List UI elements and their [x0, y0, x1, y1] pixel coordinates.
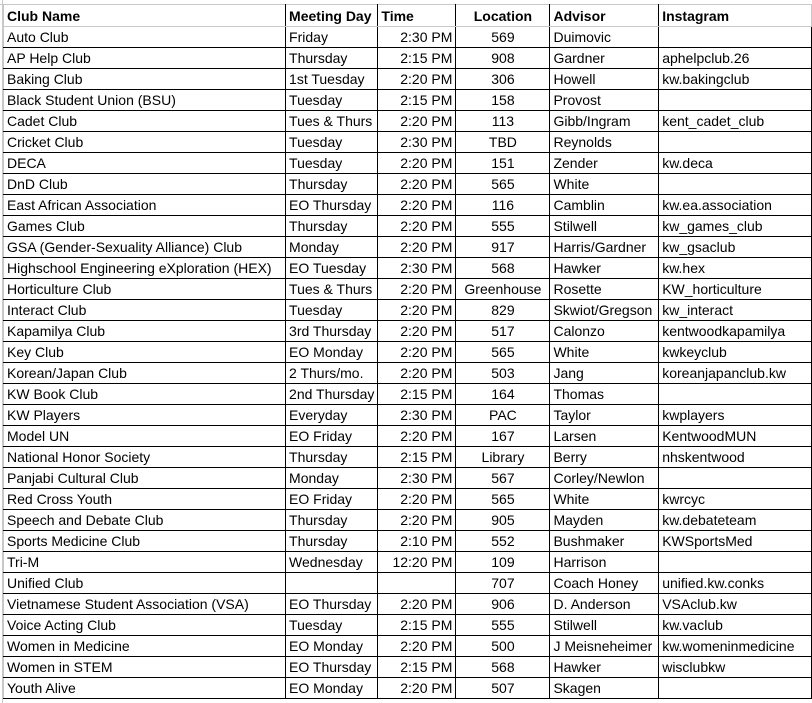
- cell-meeting-day[interactable]: Wednesday: [286, 552, 378, 573]
- cell-meeting-day[interactable]: Thursday: [286, 174, 378, 195]
- cell-instagram[interactable]: kw.debateteam: [659, 510, 812, 531]
- cell-location[interactable]: 151: [456, 153, 550, 174]
- cell-meeting-day[interactable]: Tuesday: [286, 132, 378, 153]
- cell-advisor[interactable]: Harrison: [550, 552, 659, 573]
- cell-meeting-day[interactable]: EO Friday: [286, 426, 378, 447]
- cell-time[interactable]: 2:20 PM: [378, 153, 456, 174]
- cell-instagram[interactable]: kw.hex: [659, 258, 812, 279]
- cell-club-name[interactable]: Speech and Debate Club: [4, 510, 286, 531]
- cell-meeting-day[interactable]: EO Friday: [286, 489, 378, 510]
- cell-time[interactable]: 2:15 PM: [378, 384, 456, 405]
- cell-time[interactable]: 2:20 PM: [378, 426, 456, 447]
- cell-location[interactable]: 552: [456, 531, 550, 552]
- table-row: [4, 132, 812, 153]
- cell-instagram[interactable]: [659, 678, 812, 699]
- cell-location[interactable]: 306: [456, 69, 550, 90]
- table-row: [4, 321, 812, 342]
- cell-club-name[interactable]: Tri-M: [4, 552, 286, 573]
- cell-time[interactable]: 2:20 PM: [378, 636, 456, 657]
- cell-time[interactable]: 2:20 PM: [378, 321, 456, 342]
- cell-club-name[interactable]: Interact Club: [4, 300, 286, 321]
- cell-time[interactable]: 2:15 PM: [378, 90, 456, 111]
- cell-instagram[interactable]: kw_interact: [659, 300, 812, 321]
- cell-meeting-day[interactable]: Tuesday: [286, 615, 378, 636]
- cell-location[interactable]: 906: [456, 594, 550, 615]
- cell-instagram[interactable]: KW_horticulture: [659, 279, 812, 300]
- cell-location[interactable]: 568: [456, 258, 550, 279]
- cell-time[interactable]: 2:10 PM: [378, 531, 456, 552]
- cell-meeting-day[interactable]: EO Thursday: [286, 657, 378, 678]
- table-row: [4, 447, 812, 468]
- cell-club-name[interactable]: Women in STEM: [4, 657, 286, 678]
- table-row: [4, 300, 812, 321]
- header-time[interactable]: Time: [378, 5, 456, 27]
- table-row: [4, 195, 812, 216]
- cell-advisor[interactable]: D. Anderson: [550, 594, 659, 615]
- cell-club-name[interactable]: Auto Club: [4, 27, 286, 48]
- cell-advisor[interactable]: Coach Honey: [550, 573, 659, 594]
- cell-meeting-day[interactable]: Tues & Thurs: [286, 111, 378, 132]
- table-row: [4, 615, 812, 636]
- cell-location[interactable]: 569: [456, 27, 550, 48]
- header-instagram[interactable]: Instagram: [659, 5, 812, 27]
- cell-advisor[interactable]: Mayden: [550, 510, 659, 531]
- cell-club-name[interactable]: KW Book Club: [4, 384, 286, 405]
- cell-advisor[interactable]: Rosette: [550, 279, 659, 300]
- cell-location[interactable]: 555: [456, 615, 550, 636]
- cell-advisor[interactable]: Skagen: [550, 678, 659, 699]
- cell-location[interactable]: 507: [456, 678, 550, 699]
- cell-advisor[interactable]: White: [550, 174, 659, 195]
- cell-advisor[interactable]: Bushmaker: [550, 531, 659, 552]
- cell-instagram[interactable]: VSAclub.kw: [659, 594, 812, 615]
- cell-instagram[interactable]: [659, 174, 812, 195]
- cell-time[interactable]: 2:20 PM: [378, 300, 456, 321]
- cell-club-name[interactable]: East African Association: [4, 195, 286, 216]
- cell-location[interactable]: 113: [456, 111, 550, 132]
- cell-instagram[interactable]: [659, 384, 812, 405]
- cell-advisor[interactable]: Stilwell: [550, 216, 659, 237]
- table-row: [4, 111, 812, 132]
- cell-time[interactable]: 2:15 PM: [378, 447, 456, 468]
- cell-advisor[interactable]: Corley/Newlon: [550, 468, 659, 489]
- cell-time[interactable]: 2:20 PM: [378, 69, 456, 90]
- cell-advisor[interactable]: Taylor: [550, 405, 659, 426]
- cell-time[interactable]: 2:20 PM: [378, 510, 456, 531]
- table-row: [4, 27, 812, 48]
- cell-instagram[interactable]: KentwoodMUN: [659, 426, 812, 447]
- cell-club-name[interactable]: Red Cross Youth: [4, 489, 286, 510]
- cell-location[interactable]: 908: [456, 48, 550, 69]
- club-spreadsheet: [3, 4, 812, 699]
- cell-advisor[interactable]: White: [550, 489, 659, 510]
- cell-location[interactable]: TBD: [456, 132, 550, 153]
- cell-location[interactable]: 568: [456, 657, 550, 678]
- cell-time[interactable]: 2:20 PM: [378, 489, 456, 510]
- cell-location[interactable]: 555: [456, 216, 550, 237]
- cell-advisor[interactable]: Berry: [550, 447, 659, 468]
- cell-advisor[interactable]: Gardner: [550, 48, 659, 69]
- cell-club-name[interactable]: Youth Alive: [4, 678, 286, 699]
- cell-time[interactable]: 2:15 PM: [378, 657, 456, 678]
- cell-location[interactable]: 116: [456, 195, 550, 216]
- cell-club-name[interactable]: Kapamilya Club: [4, 321, 286, 342]
- cell-instagram[interactable]: aphelpclub.26: [659, 48, 812, 69]
- cell-instagram[interactable]: [659, 132, 812, 153]
- cell-instagram[interactable]: [659, 468, 812, 489]
- cell-club-name[interactable]: Highschool Engineering eXploration (HEX): [4, 258, 286, 279]
- cell-club-name[interactable]: Games Club: [4, 216, 286, 237]
- cell-time[interactable]: 2:20 PM: [378, 678, 456, 699]
- cell-location[interactable]: 567: [456, 468, 550, 489]
- cell-meeting-day[interactable]: Everyday: [286, 405, 378, 426]
- cell-instagram[interactable]: [659, 90, 812, 111]
- cell-time[interactable]: 2:30 PM: [378, 258, 456, 279]
- cell-club-name[interactable]: Horticulture Club: [4, 279, 286, 300]
- cell-advisor[interactable]: Gibb/Ingram: [550, 111, 659, 132]
- cell-meeting-day[interactable]: Thursday: [286, 447, 378, 468]
- cell-time[interactable]: 2:20 PM: [378, 237, 456, 258]
- cell-time[interactable]: 2:15 PM: [378, 615, 456, 636]
- cell-advisor[interactable]: White: [550, 342, 659, 363]
- cell-instagram[interactable]: koreanjapanclub.kw: [659, 363, 812, 384]
- cell-advisor[interactable]: Camblin: [550, 195, 659, 216]
- cell-instagram[interactable]: kw.ea.association: [659, 195, 812, 216]
- cell-instagram[interactable]: kw_games_club: [659, 216, 812, 237]
- cell-instagram[interactable]: kw.womeninmedicine: [659, 636, 812, 657]
- cell-club-name[interactable]: Key Club: [4, 342, 286, 363]
- cell-club-name[interactable]: AP Help Club: [4, 48, 286, 69]
- cell-instagram[interactable]: nhskentwood: [659, 447, 812, 468]
- cell-instagram[interactable]: [659, 27, 812, 48]
- cell-meeting-day[interactable]: EO Thursday: [286, 594, 378, 615]
- cell-club-name[interactable]: Cricket Club: [4, 132, 286, 153]
- cell-advisor[interactable]: Jang: [550, 363, 659, 384]
- cell-meeting-day[interactable]: Monday: [286, 468, 378, 489]
- cell-club-name[interactable]: National Honor Society: [4, 447, 286, 468]
- cell-location[interactable]: 917: [456, 237, 550, 258]
- cell-location[interactable]: 565: [456, 489, 550, 510]
- cell-instagram[interactable]: kwplayers: [659, 405, 812, 426]
- cell-meeting-day[interactable]: EO Monday: [286, 636, 378, 657]
- cell-time[interactable]: [378, 573, 456, 594]
- cell-location[interactable]: 565: [456, 174, 550, 195]
- cell-instagram[interactable]: [659, 552, 812, 573]
- cell-time[interactable]: 2:30 PM: [378, 468, 456, 489]
- cell-time[interactable]: 2:30 PM: [378, 132, 456, 153]
- table-row: [4, 384, 812, 405]
- cell-location[interactable]: Greenhouse: [456, 279, 550, 300]
- cell-advisor[interactable]: Duimovic: [550, 27, 659, 48]
- cell-club-name[interactable]: Cadet Club: [4, 111, 286, 132]
- cell-meeting-day[interactable]: 1st Tuesday: [286, 69, 378, 90]
- table-row: [4, 552, 812, 573]
- cell-time[interactable]: 2:20 PM: [378, 363, 456, 384]
- cell-instagram[interactable]: kwkeyclub: [659, 342, 812, 363]
- table-row: [4, 531, 812, 552]
- cell-meeting-day[interactable]: Thursday: [286, 510, 378, 531]
- table-row: [4, 573, 812, 594]
- table-row: [4, 594, 812, 615]
- cell-club-name[interactable]: Unified Club: [4, 573, 286, 594]
- cell-meeting-day[interactable]: Thursday: [286, 216, 378, 237]
- cell-meeting-day[interactable]: Tuesday: [286, 153, 378, 174]
- cell-advisor[interactable]: Harris/Gardner: [550, 237, 659, 258]
- header-location[interactable]: Location: [456, 5, 550, 27]
- header-meeting-day[interactable]: Meeting Day: [286, 5, 378, 27]
- cell-advisor[interactable]: Stilwell: [550, 615, 659, 636]
- cell-meeting-day[interactable]: EO Tuesday: [286, 258, 378, 279]
- cell-advisor[interactable]: Calonzo: [550, 321, 659, 342]
- cell-club-name[interactable]: Korean/Japan Club: [4, 363, 286, 384]
- cell-time[interactable]: 2:20 PM: [378, 342, 456, 363]
- cell-location[interactable]: 158: [456, 90, 550, 111]
- table-row: [4, 405, 812, 426]
- cell-time[interactable]: 12:20 PM: [378, 552, 456, 573]
- table-row: [4, 258, 812, 279]
- table-row: [4, 342, 812, 363]
- table-row: [4, 636, 812, 657]
- cell-time[interactable]: 2:15 PM: [378, 48, 456, 69]
- cell-club-name[interactable]: Sports Medicine Club: [4, 531, 286, 552]
- cell-club-name[interactable]: DnD Club: [4, 174, 286, 195]
- cell-location[interactable]: 707: [456, 573, 550, 594]
- cell-club-name[interactable]: DECA: [4, 153, 286, 174]
- clubs-table: [3, 4, 812, 699]
- cell-location[interactable]: 517: [456, 321, 550, 342]
- cell-location[interactable]: 167: [456, 426, 550, 447]
- cell-instagram[interactable]: kw_gsaclub: [659, 237, 812, 258]
- cell-time[interactable]: 2:20 PM: [378, 174, 456, 195]
- cell-meeting-day[interactable]: 2 Thurs/mo.: [286, 363, 378, 384]
- cell-location[interactable]: 500: [456, 636, 550, 657]
- cell-club-name[interactable]: Vietnamese Student Association (VSA): [4, 594, 286, 615]
- table-row: [4, 216, 812, 237]
- table-row: [4, 48, 812, 69]
- table-row: [4, 468, 812, 489]
- cell-meeting-day[interactable]: Monday: [286, 237, 378, 258]
- cell-meeting-day[interactable]: Tuesday: [286, 90, 378, 111]
- cell-club-name[interactable]: KW Players: [4, 405, 286, 426]
- cell-location[interactable]: 164: [456, 384, 550, 405]
- cell-instagram[interactable]: kw.bakingclub: [659, 69, 812, 90]
- cell-time[interactable]: 2:30 PM: [378, 405, 456, 426]
- cell-instagram[interactable]: kentwoodkapamilya: [659, 321, 812, 342]
- cell-advisor[interactable]: Thomas: [550, 384, 659, 405]
- cell-time[interactable]: 2:20 PM: [378, 111, 456, 132]
- cell-club-name[interactable]: Panjabi Cultural Club: [4, 468, 286, 489]
- cell-meeting-day[interactable]: EO Monday: [286, 678, 378, 699]
- cell-advisor[interactable]: Larsen: [550, 426, 659, 447]
- cell-time[interactable]: 2:20 PM: [378, 279, 456, 300]
- cell-meeting-day[interactable]: Friday: [286, 27, 378, 48]
- cell-meeting-day[interactable]: 2nd Thursday: [286, 384, 378, 405]
- cell-instagram[interactable]: KWSportsMed: [659, 531, 812, 552]
- header-row: [4, 5, 812, 27]
- cell-club-name[interactable]: Model UN: [4, 426, 286, 447]
- cell-meeting-day[interactable]: Tuesday: [286, 300, 378, 321]
- cell-club-name[interactable]: Baking Club: [4, 69, 286, 90]
- cell-location[interactable]: PAC: [456, 405, 550, 426]
- cell-location[interactable]: 905: [456, 510, 550, 531]
- table-row: [4, 237, 812, 258]
- cell-club-name[interactable]: Women in Medicine: [4, 636, 286, 657]
- cell-time[interactable]: 2:20 PM: [378, 195, 456, 216]
- table-row: [4, 426, 812, 447]
- cell-instagram[interactable]: kw.deca: [659, 153, 812, 174]
- table-row: [4, 153, 812, 174]
- header-club-name[interactable]: Club Name: [4, 5, 286, 27]
- cell-club-name[interactable]: Voice Acting Club: [4, 615, 286, 636]
- cell-meeting-day[interactable]: Thursday: [286, 531, 378, 552]
- cell-instagram[interactable]: unified.kw.conks: [659, 573, 812, 594]
- table-row: [4, 69, 812, 90]
- table-row: [4, 279, 812, 300]
- cell-club-name[interactable]: GSA (Gender-Sexuality Alliance) Club: [4, 237, 286, 258]
- cell-location[interactable]: 109: [456, 552, 550, 573]
- cell-location[interactable]: 829: [456, 300, 550, 321]
- cell-instagram[interactable]: kent_cadet_club: [659, 111, 812, 132]
- cell-meeting-day[interactable]: EO Thursday: [286, 195, 378, 216]
- table-row: [4, 657, 812, 678]
- cell-location[interactable]: 565: [456, 342, 550, 363]
- cell-advisor[interactable]: Skwiot/Gregson: [550, 300, 659, 321]
- cell-advisor[interactable]: Provost: [550, 90, 659, 111]
- cell-meeting-day[interactable]: 3rd Thursday: [286, 321, 378, 342]
- table-row: [4, 174, 812, 195]
- cell-location[interactable]: 503: [456, 363, 550, 384]
- cell-time[interactable]: 2:30 PM: [378, 27, 456, 48]
- cell-time[interactable]: 2:20 PM: [378, 216, 456, 237]
- table-row: [4, 90, 812, 111]
- cell-meeting-day[interactable]: EO Monday: [286, 342, 378, 363]
- cell-club-name[interactable]: Black Student Union (BSU): [4, 90, 286, 111]
- cell-time[interactable]: 2:20 PM: [378, 594, 456, 615]
- table-row: [4, 678, 812, 699]
- cell-location[interactable]: Library: [456, 447, 550, 468]
- cell-meeting-day[interactable]: Thursday: [286, 48, 378, 69]
- cell-advisor[interactable]: Reynolds: [550, 132, 659, 153]
- cell-instagram[interactable]: kw.vaclub: [659, 615, 812, 636]
- cell-instagram[interactable]: wisclubkw: [659, 657, 812, 678]
- table-row: [4, 363, 812, 384]
- header-advisor[interactable]: Advisor: [550, 5, 659, 27]
- table-row: [4, 489, 812, 510]
- cell-advisor[interactable]: Hawker: [550, 258, 659, 279]
- cell-advisor[interactable]: J Meisneheimer: [550, 636, 659, 657]
- cell-meeting-day[interactable]: [286, 573, 378, 594]
- cell-advisor[interactable]: Hawker: [550, 657, 659, 678]
- cell-instagram[interactable]: kwrcyc: [659, 489, 812, 510]
- cell-advisor[interactable]: Howell: [550, 69, 659, 90]
- cell-advisor[interactable]: Zender: [550, 153, 659, 174]
- cell-meeting-day[interactable]: Tues & Thurs: [286, 279, 378, 300]
- table-row: [4, 510, 812, 531]
